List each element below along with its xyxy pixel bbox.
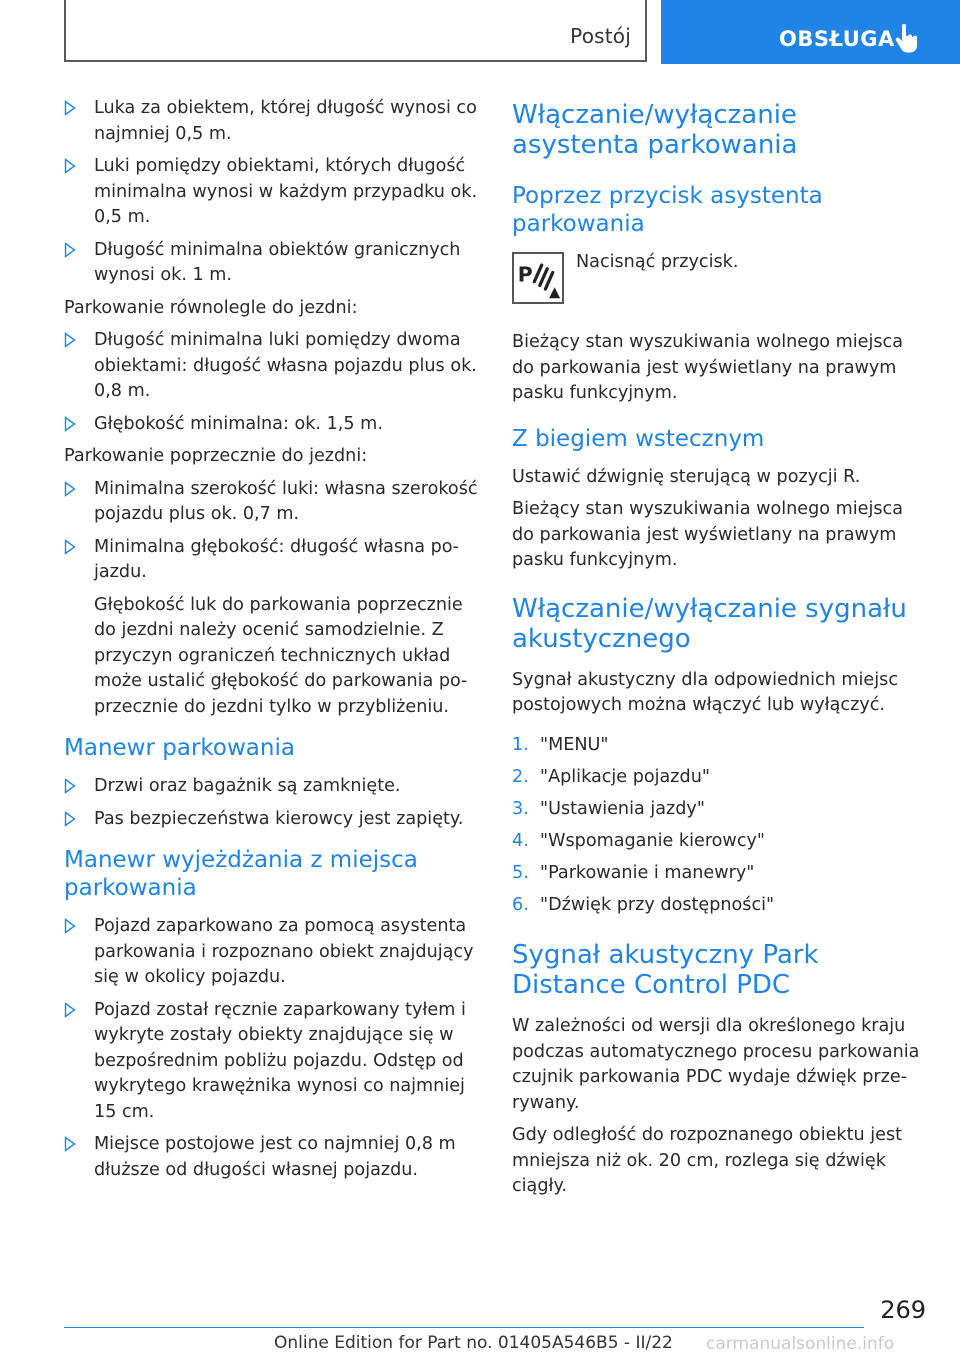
subheading-button: Poprzez przycisk asystenta parkowania bbox=[512, 183, 823, 237]
list-item bbox=[64, 96, 478, 147]
triangle-bullet-icon bbox=[64, 158, 76, 174]
step-text: "Dźwięk przy dostępności" bbox=[540, 894, 775, 915]
step-text: "Ustawienia jazdy" bbox=[540, 798, 705, 819]
watermark: carmanualsonline.info bbox=[706, 1334, 895, 1354]
step-number: 3. bbox=[512, 798, 529, 819]
triangle-bullet-icon bbox=[64, 1136, 76, 1152]
triangle-bullet-icon bbox=[64, 242, 76, 258]
section-title: Postój bbox=[570, 24, 631, 48]
triangle-bullet-icon bbox=[64, 811, 76, 827]
list-item-text: Długość minimalna obiektów granicznych wynosi ok. 1 m. bbox=[94, 239, 461, 285]
subheading-exit: Manewr wyjeżdżania z miejsca parkowania bbox=[64, 847, 418, 901]
list-item bbox=[64, 328, 478, 405]
triangle-bullet-icon bbox=[64, 778, 76, 794]
triangle-bullet-icon bbox=[64, 100, 76, 116]
paragraph: Parkowanie równolegle do jezdni: bbox=[64, 297, 358, 318]
list-item bbox=[512, 797, 926, 823]
triangle-bullet-icon bbox=[64, 1002, 76, 1018]
paragraph: W zależności od wersji dla określonego kraju podczas automatycznego procesu parkowania czujnik parkowania PDC wydaje dźwięk przerywany. bbox=[512, 1016, 920, 1113]
list-item bbox=[64, 477, 478, 528]
list-item-text: Luka za obiektem, której długość wynosi co najmniej 0,5 m. bbox=[94, 98, 477, 144]
list-item-text: Miejsce postojowe jest co najmniej 0,8 m dłuższe od długości własnej pojazdu. bbox=[94, 1134, 456, 1180]
list-item-text: Luki pomiędzy obiektami, których długość minimalna wynosi w każdym przypadku ok. 0,5 m. bbox=[94, 156, 478, 227]
paragraph: Parkowanie poprzecznie do jezdni: bbox=[64, 446, 368, 466]
list-item-text: Pas bezpieczeństwa kierowcy jest zapięty. bbox=[94, 808, 464, 829]
paragraph: Sygnał akustyczny dla odpowiednich miejsc postojowych można włączyć lub wyłączyć. bbox=[512, 669, 898, 715]
heading-onoff: Włączanie/wyłączanie asystenta parkowania bbox=[512, 100, 798, 160]
list-item bbox=[64, 535, 478, 586]
step-number: 5. bbox=[512, 862, 529, 883]
subheading-maneuver: Manewr parkowania bbox=[64, 735, 295, 761]
step-text: "Aplikacje pojazdu" bbox=[540, 766, 710, 787]
header-section-box bbox=[64, 0, 647, 62]
list-item bbox=[512, 829, 926, 855]
page-number: 269 bbox=[880, 1296, 926, 1324]
list-item bbox=[64, 998, 478, 1126]
list-item bbox=[64, 774, 478, 800]
triangle-bullet-icon bbox=[64, 332, 76, 348]
triangle-bullet-icon bbox=[64, 539, 76, 555]
list-item-text: Pojazd został ręcznie zaparkowany tyłem i wykryte zostały obiekty znajdujące się w bezpośrednim pobliżu pojazdu. Odstęp od wykrytego krawężnika wynosi co najmniej 15 cm. bbox=[94, 999, 466, 1122]
list-item-text: Minimalna głębokość: długość własna pojazdu. bbox=[94, 536, 459, 582]
list-item bbox=[512, 733, 926, 759]
step-number: 2. bbox=[512, 766, 529, 787]
list-item bbox=[64, 807, 478, 833]
list-item bbox=[64, 154, 478, 231]
list-item bbox=[64, 238, 478, 289]
heading-signal: Włączanie/wyłączanie sygnału akustycznego bbox=[512, 593, 907, 654]
chapter-tab bbox=[661, 0, 960, 64]
step-number: 4. bbox=[512, 830, 529, 851]
steps-list bbox=[512, 733, 926, 919]
chapter-title: OBSŁUGA bbox=[779, 27, 895, 51]
step-text: "Parkowanie i manewry" bbox=[540, 862, 755, 883]
step-text: "MENU" bbox=[540, 734, 609, 755]
pointing-hand-icon bbox=[894, 24, 920, 54]
left-column bbox=[64, 96, 478, 1190]
list-item-text: Drzwi oraz bagażnik są zamknięte. bbox=[94, 776, 401, 796]
paragraph: Bieżący stan wyszukiwania wolnego miejsca do parkowania jest wyświetlany na prawym pasku funkcyjnym. bbox=[512, 332, 903, 403]
list-item-text: Minimalna szerokość luki: własna szerokość pojazdu plus ok. 0,7 m. bbox=[94, 478, 478, 524]
step-number: 6. bbox=[512, 894, 529, 915]
list-item bbox=[512, 861, 926, 887]
heading-pdc: Sygnał akustyczny Park Distance Control PDC bbox=[512, 940, 819, 1000]
paragraph: Bieżący stan wyszukiwania wolnego miejsca do parkowania jest wyświetlany na prawym pasku funkcyjnym. bbox=[512, 499, 903, 570]
list-item bbox=[512, 765, 926, 791]
triangle-bullet-icon bbox=[64, 416, 76, 432]
footer-edition: Online Edition for Part no. 01405A546B5 - II/22 bbox=[274, 1333, 673, 1353]
list-item bbox=[64, 914, 478, 991]
subheading-reverse: Z biegiem wstecznym bbox=[512, 425, 765, 452]
paragraph: Ustawić dźwignię sterującą w pozycji R. bbox=[512, 466, 861, 487]
park-assist-button-icon bbox=[512, 252, 564, 304]
button-instruction bbox=[512, 250, 926, 316]
list-item-text: Głębokość minimalna: ok. 1,5 m. bbox=[94, 413, 383, 434]
list-item-text: Długość minimalna luki pomiędzy dwoma obiektami: długość własna pojazdu plus ok. 0,8 m. bbox=[94, 330, 477, 401]
triangle-bullet-icon bbox=[64, 918, 76, 934]
press-button-text: Nacisnąć przycisk. bbox=[576, 252, 739, 272]
list-item-text: Pojazd zaparkowano za pomocą asystenta parkowania i rozpoznano obiekt znajdujący się w okolicy pojazdu. bbox=[94, 916, 474, 987]
step-number: 1. bbox=[512, 734, 529, 755]
paragraph: Gdy odległość do rozpoznanego obiektu jest mniejsza niż ok. 20 cm, rozlega się dźwięk ciągły. bbox=[512, 1125, 903, 1196]
list-item-note: Głębokość luk do parkowania poprzecznie do jezdni należy ocenić samodzielnie. Z przyczyn ograniczeń technicznych układ może ustalić głębokość do parkowania poprzecznie do jezdni tylko w przybliżeniu. bbox=[94, 594, 468, 717]
list-item bbox=[64, 1132, 478, 1183]
footer-divider bbox=[64, 1327, 864, 1328]
list-item bbox=[512, 893, 926, 919]
step-text: "Wspomaganie kierowcy" bbox=[540, 830, 765, 851]
right-column bbox=[512, 96, 926, 1207]
svg-text:P: P bbox=[517, 262, 533, 287]
triangle-bullet-icon bbox=[64, 481, 76, 497]
list-item bbox=[64, 412, 478, 438]
